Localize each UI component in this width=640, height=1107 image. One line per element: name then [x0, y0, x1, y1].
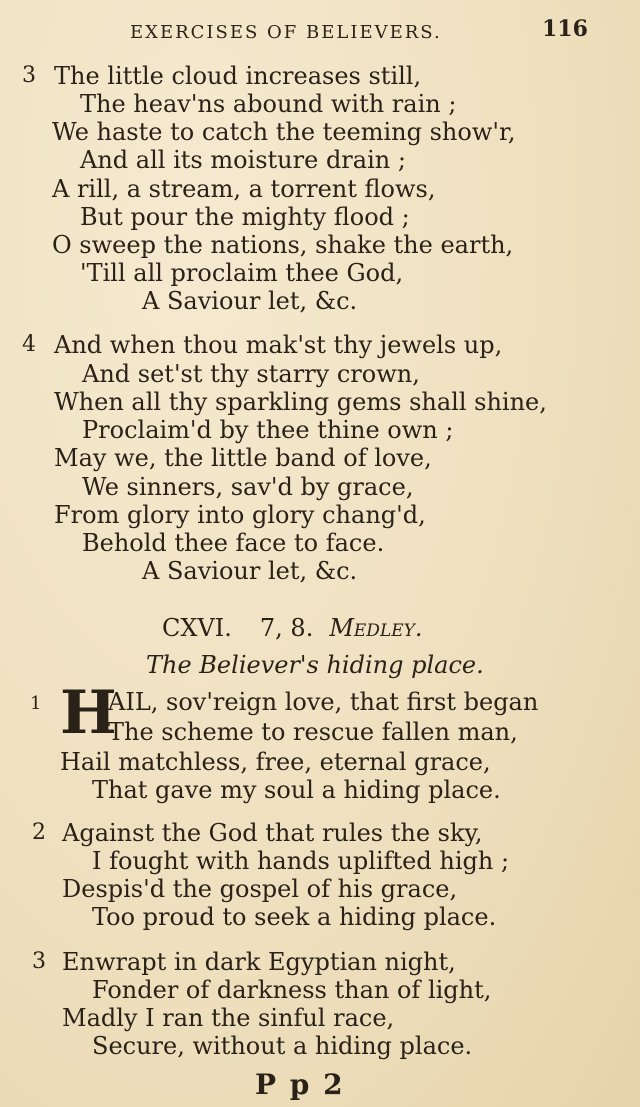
stanza-number: 3 — [22, 63, 36, 88]
verse-line: Madly I ran the sinful race, — [62, 1004, 395, 1032]
verse-line: Secure, without a hiding place. — [92, 1032, 473, 1060]
verse-line: Behold thee face to face. — [82, 529, 385, 557]
drop-cap: H — [60, 678, 117, 748]
hymn-meter: 7, 8. — [259, 614, 314, 642]
verse-line: The heav'ns abound with rain ; — [80, 90, 457, 118]
refrain-line: A Saviour let, &c. — [142, 287, 358, 315]
verse-line: And when thou mak'st thy jewels up, — [54, 331, 503, 359]
verse-line: And set'st thy starry crown, — [82, 360, 420, 388]
verse-line: Against the God that rules the sky, — [62, 819, 483, 847]
verse-line: Hail matchless, free, eternal grace, — [60, 748, 491, 776]
verse-line: The little cloud increases still, — [54, 62, 422, 90]
verse-line: Enwrapt in dark Egyptian night, — [62, 948, 456, 976]
verse-line: O sweep the nations, shake the earth, — [52, 231, 514, 259]
verse-line: 'Till all proclaim thee God, — [80, 259, 404, 287]
verse-line: But pour the mighty flood ; — [80, 203, 410, 231]
stanza-number: 4 — [22, 332, 36, 357]
verse-line: I fought with hands uplifted high ; — [92, 847, 510, 875]
stanza-number: 2 — [32, 820, 46, 845]
hymn-heading — [162, 614, 423, 642]
verse-line: AIL, sov'reign love, that first began — [108, 688, 539, 716]
hymn-tune: Medley. — [329, 614, 423, 642]
verse-line: We haste to catch the teeming show'r, — [52, 118, 516, 146]
verse-line: And all its moisture drain ; — [80, 146, 406, 174]
verse-line: Despis'd the gospel of his grace, — [62, 875, 458, 903]
stanza-number: 1 — [30, 693, 42, 714]
stanza-number: 3 — [32, 949, 46, 974]
verse-line: A rill, a stream, a torrent flows, — [52, 175, 436, 203]
verse-line: Fonder of darkness than of light, — [92, 976, 492, 1004]
verse-line: From glory into glory chang'd, — [54, 501, 426, 529]
page-number: 116 — [542, 16, 588, 42]
verse-line: Too proud to seek a hiding place. — [92, 903, 497, 931]
hymn-number: CXVI. — [162, 614, 232, 642]
verse-line: We sinners, sav'd by grace, — [82, 473, 414, 501]
verse-line: When all thy sparkling gems shall shine, — [54, 388, 547, 416]
hymn-title: The Believer's hiding place. — [146, 651, 484, 679]
running-title: EXERCISES OF BELIEVERS. — [130, 22, 442, 43]
verse-line: May we, the little band of love, — [54, 444, 432, 472]
verse-line: Proclaim'd by thee thine own ; — [82, 416, 454, 444]
signature-mark: P p 2 — [255, 1068, 345, 1101]
refrain-line: A Saviour let, &c. — [142, 557, 358, 585]
verse-line: That gave my soul a hiding place. — [92, 776, 501, 804]
verse-line: The scheme to rescue fallen man, — [108, 718, 518, 746]
